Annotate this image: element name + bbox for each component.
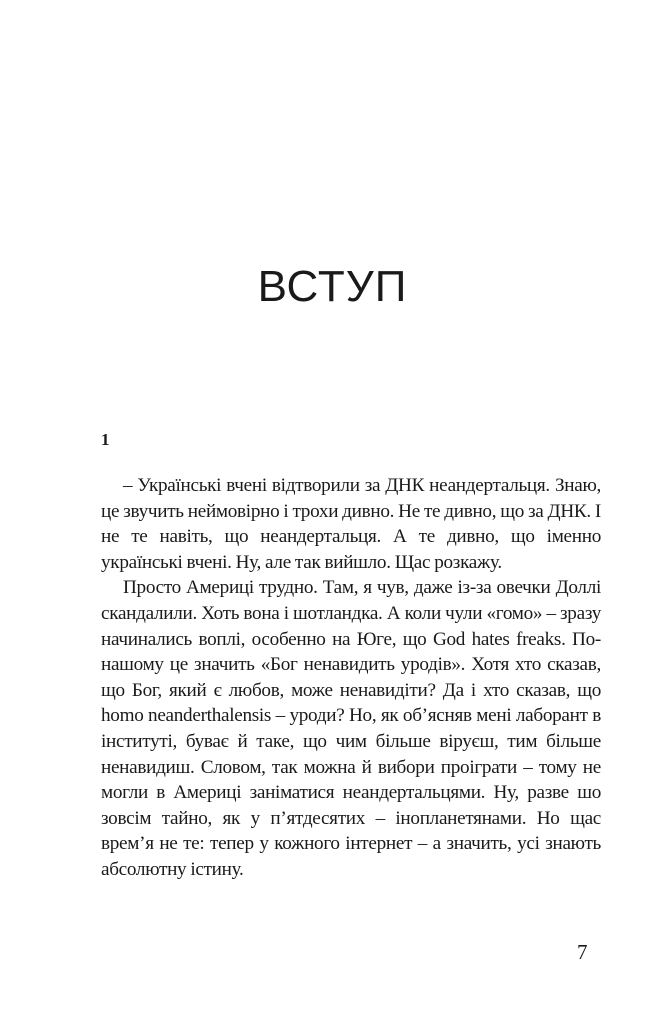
chapter-title: ВСТУП: [257, 262, 408, 311]
paragraph: Просто Америці трудно. Там, я чув, даже із-за овечки Доллі скандалили. Хоть вона і шотландка. А коли чули «гомо» – зразу начинались воплі, особенно на Юге, що God hates freaks. По-нашому це значить «Бог ненавидить уродів». Хотя хто сказав, що Бог, який є любов, може ненавидіти? Да і хто сказав, що homo neanderthalensis – уроди? Но, як об’ясняв мені лаборант в інституті, буває й таке, що чим більше віруєш, тим більше ненавидиш. Словом, так можна й вибори проіграти – тому не могли в Америці заніматися неандертальцями. Ну, разве шо зовсім тайно, як у п’ятдесятих – інопланетянами. Но щас врем’я не те: тепер у кожного інтернет – а значить, усі знають абсолютну істину.: [101, 577, 601, 880]
page-number: 7: [577, 940, 588, 964]
body-text: [101, 473, 601, 883]
paragraph: – Українські вчені відтворили за ДНК неандертальця. Знаю, це звучить неймовірно і трохи дивно. Не те дивно, що за ДНК. І не те навіть, що неандертальця. А те дивно, що іменно українські вчені. Ну, але так вийшло. Щас розкажу.: [101, 475, 601, 573]
section-number: 1: [101, 430, 110, 449]
